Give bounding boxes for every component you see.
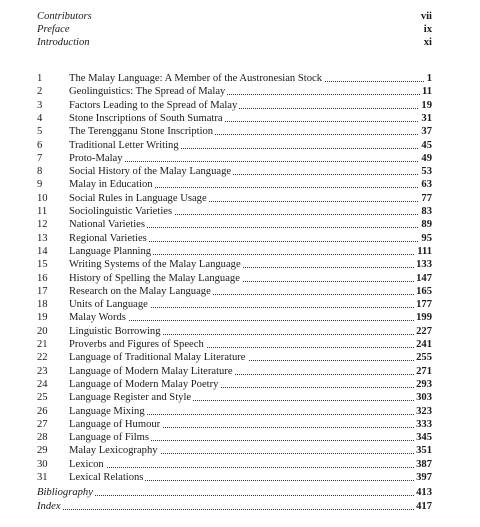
entry-title: Preface (37, 24, 70, 35)
toc-chapter-row[interactable] (0, 391, 480, 404)
entry-title: Malay in Education (69, 179, 153, 190)
entry-page-number: 77 (421, 193, 432, 204)
entry-title: Stone Inscriptions of South Sumatra (69, 113, 223, 124)
dot-leader (73, 467, 430, 468)
entry-page-number: ix (423, 24, 432, 35)
entry-page-number: 413 (416, 487, 432, 498)
toc-chapter-row[interactable] (0, 285, 480, 298)
chapter-number: 15 (37, 259, 48, 270)
entry-page-number: 271 (416, 366, 432, 377)
chapter-number: 27 (37, 419, 48, 430)
chapter-number: 14 (37, 246, 48, 257)
toc-chapter-row[interactable] (0, 178, 480, 191)
toc-chapter-row[interactable] (0, 192, 480, 205)
toc-chapter-row[interactable] (0, 152, 480, 165)
entry-page-number: 417 (416, 501, 432, 512)
entry-title: Language of Films (69, 432, 150, 443)
chapter-number: 19 (37, 312, 48, 323)
entry-page-number: 345 (416, 432, 432, 443)
toc-chapter-row[interactable] (0, 298, 480, 311)
entry-title: Language of Modern Malay Literature (69, 366, 233, 377)
toc-chapter-row[interactable] (0, 72, 480, 85)
toc-chapter-row[interactable] (0, 338, 480, 351)
toc-chapter-row[interactable] (0, 218, 480, 231)
entry-title: Malay Words (69, 312, 126, 323)
toc-chapter-row[interactable] (0, 85, 480, 98)
entry-title: Index (37, 501, 61, 512)
entry-title: Language Mixing (69, 406, 145, 417)
toc-chapter-row[interactable] (0, 351, 480, 364)
dot-leader (41, 509, 430, 510)
toc-chapter-row[interactable] (0, 165, 480, 178)
toc-chapter-row[interactable] (0, 458, 480, 471)
entry-page-number: vii (420, 11, 432, 22)
entry-title: Language Register and Style (69, 392, 192, 403)
chapter-number: 25 (37, 392, 48, 403)
entry-title: Factors Leading to the Spread of Malay (69, 100, 238, 111)
chapter-number: 24 (37, 379, 48, 390)
entry-title: Bibliography (37, 487, 93, 498)
toc-chapter-row[interactable] (0, 139, 480, 152)
entry-page-number: 49 (421, 153, 432, 164)
chapter-number: 6 (37, 140, 43, 151)
entry-title: Contributors (37, 11, 92, 22)
entry-title: Proverbs and Figures of Speech (69, 339, 204, 350)
dot-leader (73, 161, 430, 162)
entry-page-number: 293 (416, 379, 432, 390)
entry-title: Traditional Letter Writing (69, 140, 179, 151)
entry-title: Research on the Malay Language (69, 286, 211, 297)
toc-chapter-row[interactable] (0, 258, 480, 271)
toc-chapter-row[interactable] (0, 471, 480, 484)
entry-page-number: 133 (416, 259, 432, 270)
entry-title: Social Rules in Language Usage (69, 193, 207, 204)
entry-page-number: 1 (426, 73, 432, 84)
entry-title: Proto-Malay (69, 153, 123, 164)
entry-title: The Terengganu Stone Inscription (69, 126, 214, 137)
chapter-number: 21 (37, 339, 48, 350)
entry-title: Language of Traditional Malay Literature (69, 352, 246, 363)
chapter-number: 28 (37, 432, 48, 443)
entry-title: The Malay Language: A Member of the Austronesian Stock (69, 73, 323, 84)
toc-back-matter-row[interactable] (0, 486, 480, 499)
entry-title: Language Planning (69, 246, 152, 257)
chapter-number: 13 (37, 233, 48, 244)
chapter-number: 29 (37, 445, 48, 456)
entry-page-number: 177 (416, 299, 432, 310)
toc-chapter-row[interactable] (0, 325, 480, 338)
entry-page-number: 111 (417, 246, 432, 257)
chapter-number: 2 (37, 86, 43, 97)
chapter-number: 9 (37, 179, 43, 190)
entry-page-number: 83 (421, 206, 432, 217)
toc-chapter-row[interactable] (0, 418, 480, 431)
chapter-number: 20 (37, 326, 48, 337)
chapter-number: 10 (37, 193, 48, 204)
toc-front-matter-row[interactable] (0, 36, 480, 49)
toc-chapter-row[interactable] (0, 205, 480, 218)
chapter-number: 31 (37, 472, 48, 483)
toc-chapter-row[interactable] (0, 232, 480, 245)
toc-chapter-row[interactable] (0, 112, 480, 125)
chapter-number: 18 (37, 299, 48, 310)
chapter-number: 26 (37, 406, 48, 417)
entry-page-number: 199 (416, 312, 432, 323)
entry-page-number: 241 (416, 339, 432, 350)
entry-title: Geolinguistics: The Spread of Malay (69, 86, 226, 97)
chapter-number: 3 (37, 100, 43, 111)
entry-title: Language of Humour (69, 419, 161, 430)
toc-front-matter-row[interactable] (0, 10, 480, 23)
chapter-number: 22 (37, 352, 48, 363)
entry-page-number: 165 (416, 286, 432, 297)
entry-title: Social History of the Malay Language (69, 166, 232, 177)
entry-title: National Varieties (69, 219, 145, 230)
entry-title: Units of Language (69, 299, 148, 310)
chapter-number: 4 (37, 113, 43, 124)
entry-page-number: 255 (416, 352, 432, 363)
entry-title: Sociolinguistic Varieties (69, 206, 173, 217)
entry-title: Introduction (37, 37, 90, 48)
entry-page-number: 45 (421, 140, 432, 151)
entry-page-number: 397 (416, 472, 432, 483)
entry-page-number: 11 (421, 86, 432, 97)
chapter-number: 12 (37, 219, 48, 230)
entry-title: Linguistic Borrowing (69, 326, 161, 337)
entry-page-number: 351 (416, 445, 432, 456)
entry-page-number: 63 (421, 179, 432, 190)
entry-title: Malay Lexicography (69, 445, 158, 456)
entry-title: Writing Systems of the Malay Language (69, 259, 241, 270)
entry-page-number: 387 (416, 459, 432, 470)
chapter-number: 5 (37, 126, 43, 137)
entry-page-number: 95 (421, 233, 432, 244)
toc-back-matter-row[interactable] (0, 500, 480, 513)
entry-title: Lexical Relations (69, 472, 144, 483)
entry-page-number: 19 (421, 100, 432, 111)
entry-page-number: 333 (416, 419, 432, 430)
toc-chapter-row[interactable] (0, 99, 480, 112)
toc-chapter-row[interactable] (0, 311, 480, 324)
chapter-number: 30 (37, 459, 48, 470)
entry-title: History of Spelling the Malay Language (69, 273, 240, 284)
entry-title: Lexicon (69, 459, 104, 470)
entry-page-number: xi (423, 37, 432, 48)
toc-chapter-row[interactable] (0, 405, 480, 418)
dot-leader (41, 495, 430, 496)
chapter-number: 17 (37, 286, 48, 297)
entry-page-number: 227 (416, 326, 432, 337)
chapter-number: 11 (37, 206, 48, 217)
toc-chapter-row[interactable] (0, 431, 480, 444)
toc-chapter-row[interactable] (0, 378, 480, 391)
entry-page-number: 303 (416, 392, 432, 403)
entry-title: Language of Modern Malay Poetry (69, 379, 219, 390)
entry-page-number: 147 (416, 273, 432, 284)
entry-page-number: 37 (421, 126, 432, 137)
chapter-number: 7 (37, 153, 43, 164)
entry-title: Regional Varieties (69, 233, 147, 244)
toc-chapter-row[interactable] (0, 444, 480, 457)
entry-page-number: 323 (416, 406, 432, 417)
chapter-number: 16 (37, 273, 48, 284)
entry-page-number: 89 (421, 219, 432, 230)
toc-chapter-row[interactable] (0, 125, 480, 138)
entry-page-number: 31 (421, 113, 432, 124)
toc-front-matter-row[interactable] (0, 23, 480, 36)
toc-chapter-row[interactable] (0, 245, 480, 258)
chapter-number: 1 (37, 73, 43, 84)
chapter-number: 23 (37, 366, 48, 377)
chapter-number: 8 (37, 166, 43, 177)
toc-chapter-row[interactable] (0, 272, 480, 285)
entry-page-number: 53 (421, 166, 432, 177)
toc-chapter-row[interactable] (0, 365, 480, 378)
